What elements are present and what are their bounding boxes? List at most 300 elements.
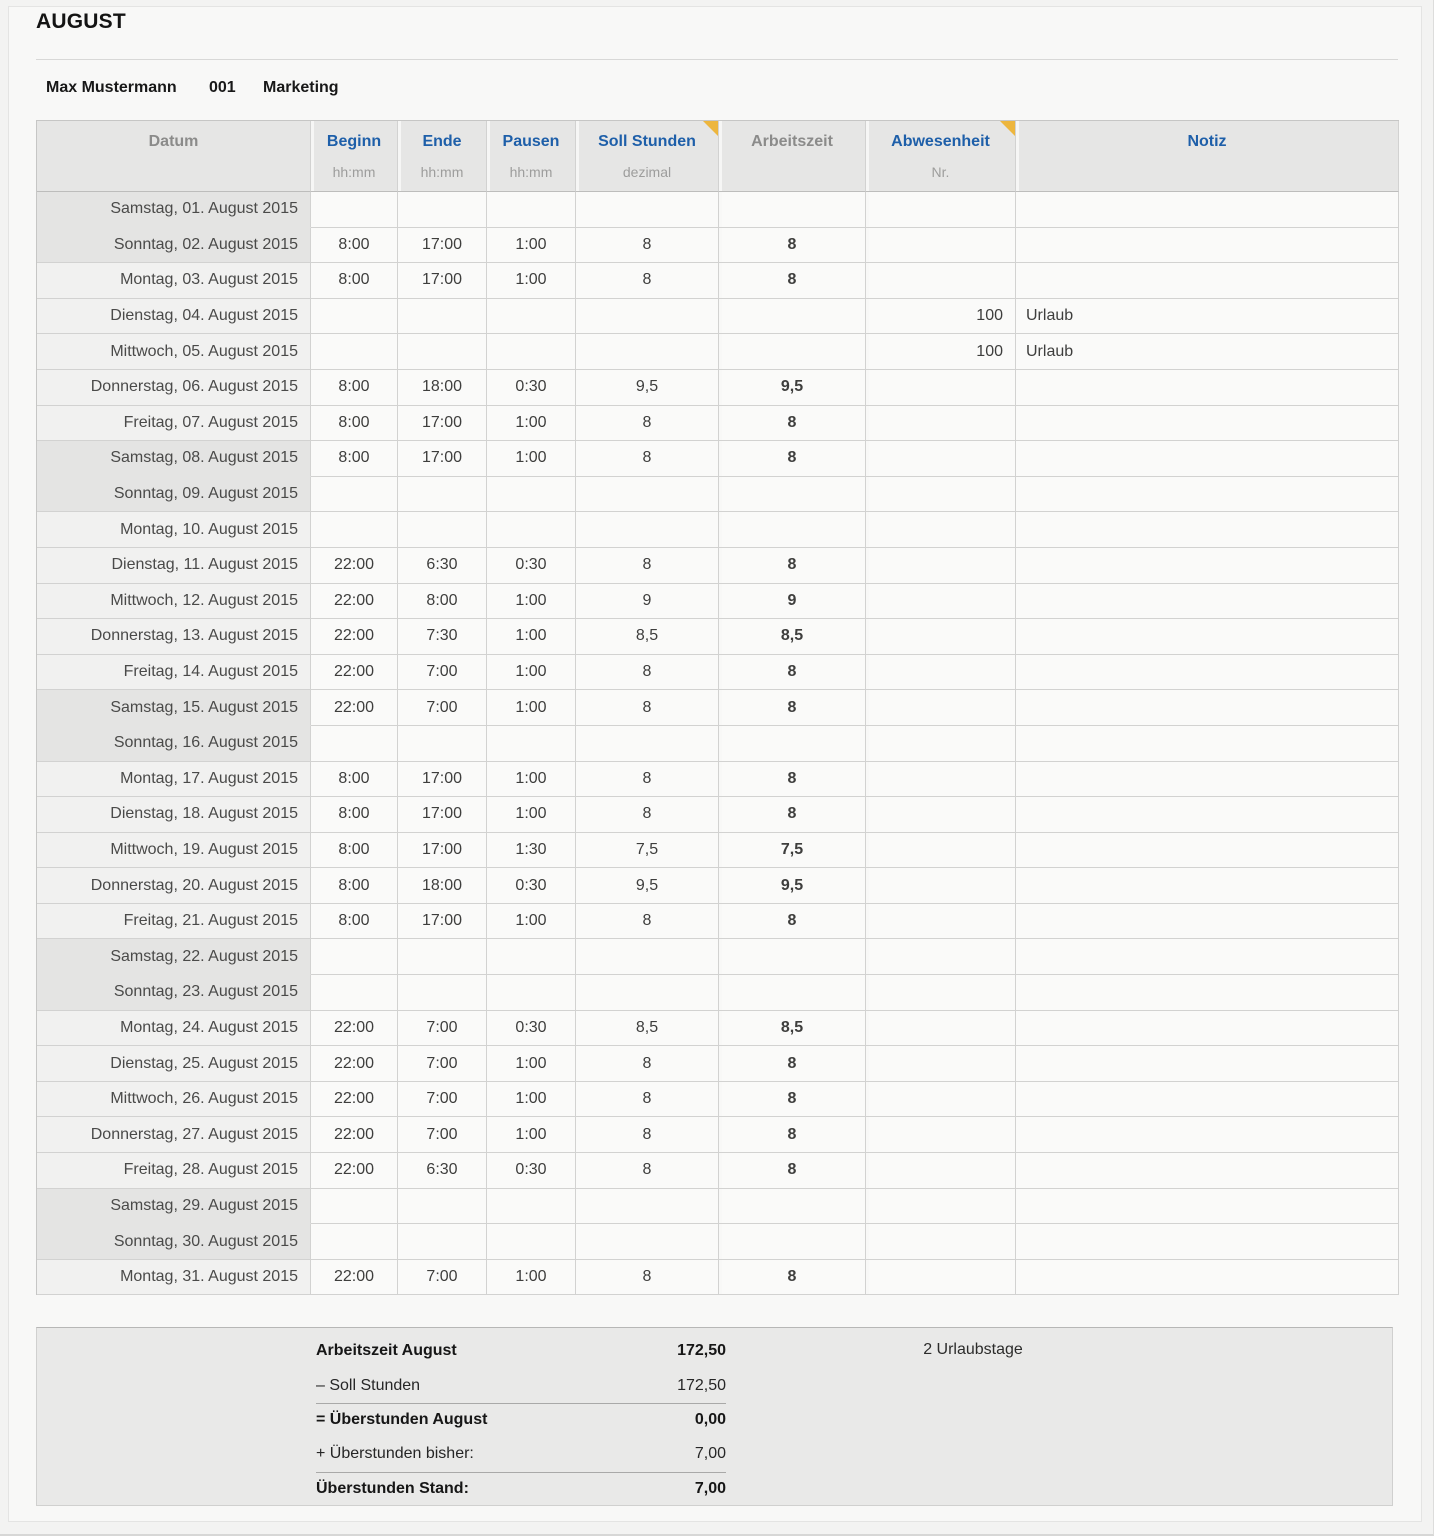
day-row [37,1260,1399,1296]
summary-label: Überstunden Stand: [316,1480,469,1498]
soll-stunden-cell: 8,5 [576,619,719,655]
beginn-cell[interactable]: 22:00 [311,1117,398,1153]
datum-cell: Sonntag, 02. August 2015 [37,228,311,264]
arbeitszeit-cell: 8 [719,1260,866,1296]
column-unit-soll-stunden: dezimal [576,162,719,192]
beginn-cell[interactable]: 22:00 [311,584,398,620]
arbeitszeit-cell: 9,5 [719,868,866,904]
notiz-cell[interactable] [1016,192,1399,228]
abwesenheit-cell[interactable] [866,726,1016,762]
datum-cell: Donnerstag, 13. August 2015 [37,619,311,655]
datum-cell: Samstag, 01. August 2015 [37,192,311,228]
summary-value: 0,00 [694,1411,726,1429]
datum-cell: Sonntag, 23. August 2015 [37,975,311,1011]
column-label: Datum [148,132,199,150]
arbeitszeit-cell: 9 [719,584,866,620]
day-row [37,406,1399,442]
beginn-cell[interactable]: 8:00 [311,228,398,264]
day-row [37,299,1399,335]
datum-cell: Freitag, 21. August 2015 [37,904,311,940]
pausen-cell[interactable]: 0:30 [487,1153,576,1189]
abwesenheit-cell[interactable] [866,690,1016,726]
abwesenheit-cell[interactable] [866,1153,1016,1189]
summary-label: Arbeitszeit August [316,1342,457,1360]
beginn-cell[interactable]: 8:00 [311,263,398,299]
soll-stunden-cell: 8 [576,655,719,691]
day-row [37,263,1399,299]
arbeitszeit-cell [719,1224,866,1260]
abwesenheit-cell[interactable] [866,975,1016,1011]
column-unit-ende: hh:mm [398,162,487,192]
soll-stunden-cell: 8 [576,1117,719,1153]
day-row [37,1117,1399,1153]
arbeitszeit-cell: 8 [719,690,866,726]
datum-cell: Montag, 24. August 2015 [37,1011,311,1047]
column-unit-beginn: hh:mm [311,162,398,192]
arbeitszeit-cell: 8 [719,263,866,299]
soll-stunden-cell [576,939,719,975]
soll-stunden-cell: 8 [576,1082,719,1118]
notiz-cell[interactable] [1016,1260,1399,1296]
beginn-cell[interactable] [311,477,398,513]
ende-cell[interactable]: 17:00 [398,441,487,477]
datum-cell: Mittwoch, 19. August 2015 [37,833,311,869]
notiz-cell[interactable] [1016,370,1399,406]
column-header-ende [398,121,487,162]
arbeitszeit-cell: 8,5 [719,1011,866,1047]
beginn-cell[interactable] [311,334,398,370]
day-row [37,797,1399,833]
datum-cell: Sonntag, 16. August 2015 [37,726,311,762]
soll-stunden-cell: 8 [576,406,719,442]
datum-cell: Donnerstag, 20. August 2015 [37,868,311,904]
ende-cell[interactable] [398,1224,487,1260]
soll-stunden-cell [576,975,719,1011]
notiz-cell[interactable] [1016,797,1399,833]
ende-cell[interactable] [398,1189,487,1225]
datum-cell: Mittwoch, 05. August 2015 [37,334,311,370]
arbeitszeit-cell [719,334,866,370]
beginn-cell[interactable]: 8:00 [311,762,398,798]
ende-cell[interactable]: 17:00 [398,904,487,940]
arbeitszeit-cell: 8 [719,1082,866,1118]
abwesenheit-cell[interactable] [866,1046,1016,1082]
ende-cell[interactable]: 7:00 [398,1260,487,1296]
abwesenheit-cell[interactable] [866,619,1016,655]
datum-cell: Samstag, 29. August 2015 [37,1189,311,1225]
notiz-cell[interactable] [1016,263,1399,299]
soll-stunden-cell: 8 [576,797,719,833]
summary-row-ueberstunden-bisher [316,1437,726,1471]
arbeitszeit-cell: 8,5 [719,619,866,655]
abwesenheit-cell[interactable] [866,1224,1016,1260]
notiz-cell[interactable] [1016,1046,1399,1082]
pausen-cell[interactable]: 1:00 [487,406,576,442]
beginn-cell[interactable]: 22:00 [311,690,398,726]
day-row [37,192,1399,228]
abwesenheit-cell[interactable] [866,797,1016,833]
soll-stunden-cell: 8 [576,548,719,584]
soll-stunden-cell: 8 [576,228,719,264]
column-unit-datum [37,162,311,192]
pausen-cell[interactable] [487,1189,576,1225]
summary-label: – Soll Stunden [316,1376,421,1394]
abwesenheit-cell[interactable] [866,868,1016,904]
abwesenheit-cell[interactable]: 100 [866,334,1016,370]
pausen-cell[interactable]: 1:30 [487,833,576,869]
soll-stunden-cell [576,726,719,762]
pausen-cell[interactable]: 1:00 [487,619,576,655]
beginn-cell[interactable]: 8:00 [311,797,398,833]
column-label: Arbeitszeit [751,132,833,150]
pausen-cell[interactable]: 0:30 [487,868,576,904]
day-row [37,1011,1399,1047]
column-header-notiz [1016,121,1399,162]
column-label: Abwesenheit [891,132,990,150]
column-label: Pausen [502,132,560,150]
summary-label: = Überstunden August [316,1411,488,1429]
ende-cell[interactable]: 17:00 [398,797,487,833]
notiz-cell[interactable] [1016,655,1399,691]
pausen-cell[interactable]: 0:30 [487,548,576,584]
pausen-cell[interactable]: 1:00 [487,1082,576,1118]
beginn-cell[interactable]: 8:00 [311,833,398,869]
ende-cell[interactable] [398,726,487,762]
pausen-cell[interactable]: 1:00 [487,263,576,299]
arbeitszeit-cell: 9,5 [719,370,866,406]
employee-row [0,79,1433,101]
timesheet-table-wrap [36,120,1399,1295]
abwesenheit-cell[interactable] [866,904,1016,940]
pausen-cell[interactable] [487,512,576,548]
ende-cell[interactable]: 18:00 [398,868,487,904]
soll-stunden-cell: 9 [576,584,719,620]
datum-cell: Freitag, 07. August 2015 [37,406,311,442]
ende-cell[interactable] [398,975,487,1011]
abwesenheit-cell[interactable] [866,228,1016,264]
soll-stunden-cell: 8 [576,441,719,477]
abwesenheit-cell[interactable] [866,584,1016,620]
arbeitszeit-cell: 8 [719,441,866,477]
timesheet-table [36,120,1399,1295]
pausen-cell[interactable] [487,334,576,370]
datum-cell: Donnerstag, 27. August 2015 [37,1117,311,1153]
pausen-cell[interactable] [487,726,576,762]
pausen-cell[interactable] [487,299,576,335]
arbeitszeit-cell: 8 [719,904,866,940]
ende-cell[interactable]: 7:00 [398,1046,487,1082]
abwesenheit-cell[interactable] [866,370,1016,406]
monthly-summary [36,1327,1393,1506]
beginn-cell[interactable] [311,1224,398,1260]
pausen-cell[interactable] [487,1224,576,1260]
day-row [37,1224,1399,1260]
notiz-cell[interactable] [1016,904,1399,940]
abwesenheit-cell[interactable] [866,939,1016,975]
abwesenheit-cell[interactable] [866,1082,1016,1118]
beginn-cell[interactable]: 8:00 [311,441,398,477]
beginn-cell[interactable]: 22:00 [311,1046,398,1082]
summary-value: 7,00 [694,1480,726,1498]
column-unit-notiz [1016,162,1399,192]
datum-cell: Montag, 10. August 2015 [37,512,311,548]
arbeitszeit-cell [719,477,866,513]
arbeitszeit-cell [719,726,866,762]
pausen-cell[interactable]: 1:00 [487,1260,576,1296]
pausen-cell[interactable]: 1:00 [487,441,576,477]
soll-stunden-cell: 8 [576,1153,719,1189]
pausen-cell[interactable]: 0:30 [487,1011,576,1047]
beginn-cell[interactable]: 22:00 [311,1260,398,1296]
notiz-cell[interactable]: Urlaub [1016,299,1399,335]
ende-cell[interactable]: 17:00 [398,263,487,299]
pausen-cell[interactable]: 1:00 [487,1046,576,1082]
summary-row-arbeitszeit [316,1334,726,1368]
employee-department: Marketing [263,79,339,96]
arbeitszeit-cell [719,192,866,228]
soll-stunden-cell [576,1224,719,1260]
ende-cell[interactable]: 6:30 [398,1153,487,1189]
datum-cell: Freitag, 14. August 2015 [37,655,311,691]
ende-cell[interactable]: 7:00 [398,690,487,726]
notiz-cell[interactable] [1016,477,1399,513]
soll-stunden-cell: 9,5 [576,868,719,904]
day-row [37,833,1399,869]
column-unit-abwesenheit: Nr. [866,162,1016,192]
day-row [37,370,1399,406]
ende-cell[interactable]: 7:00 [398,655,487,691]
datum-cell: Dienstag, 11. August 2015 [37,548,311,584]
soll-stunden-cell [576,477,719,513]
abwesenheit-cell[interactable] [866,441,1016,477]
beginn-cell[interactable] [311,512,398,548]
comment-marker-icon [1000,121,1015,136]
notiz-cell[interactable] [1016,1224,1399,1260]
ende-cell[interactable]: 7:30 [398,619,487,655]
notiz-cell[interactable] [1016,512,1399,548]
beginn-cell[interactable] [311,939,398,975]
column-header-soll-stunden [576,121,719,162]
notiz-cell[interactable] [1016,939,1399,975]
column-header-datum [37,121,311,162]
day-row [37,1153,1399,1189]
ende-cell[interactable]: 8:00 [398,584,487,620]
day-row [37,762,1399,798]
abwesenheit-cell[interactable]: 100 [866,299,1016,335]
abwesenheit-cell[interactable] [866,406,1016,442]
ende-cell[interactable] [398,939,487,975]
vacation-days-note: 2 Urlaubstage [923,1341,1023,1358]
ende-cell[interactable] [398,477,487,513]
beginn-cell[interactable]: 8:00 [311,406,398,442]
abwesenheit-cell[interactable] [866,512,1016,548]
pausen-cell[interactable]: 1:00 [487,904,576,940]
notiz-cell[interactable] [1016,548,1399,584]
notiz-cell[interactable] [1016,690,1399,726]
arbeitszeit-cell: 8 [719,228,866,264]
abwesenheit-cell[interactable] [866,1117,1016,1153]
ende-cell[interactable] [398,334,487,370]
day-row [37,655,1399,691]
column-label: Soll Stunden [598,132,696,150]
pausen-cell[interactable] [487,939,576,975]
pausen-cell[interactable] [487,975,576,1011]
ende-cell[interactable]: 17:00 [398,406,487,442]
beginn-cell[interactable]: 22:00 [311,619,398,655]
soll-stunden-cell [576,334,719,370]
abwesenheit-cell[interactable] [866,655,1016,691]
soll-stunden-cell: 7,5 [576,833,719,869]
datum-cell: Sonntag, 09. August 2015 [37,477,311,513]
abwesenheit-cell[interactable] [866,477,1016,513]
notiz-cell[interactable] [1016,726,1399,762]
pausen-cell[interactable]: 0:30 [487,370,576,406]
page-title: AUGUST [36,10,126,33]
employee-id: 001 [209,79,236,96]
soll-stunden-cell [576,512,719,548]
notiz-cell[interactable] [1016,868,1399,904]
beginn-cell[interactable] [311,192,398,228]
soll-stunden-cell [576,299,719,335]
datum-cell: Montag, 31. August 2015 [37,1260,311,1296]
summary-value: 172,50 [677,1376,726,1394]
ende-cell[interactable]: 6:30 [398,548,487,584]
day-row [37,228,1399,264]
arbeitszeit-cell [719,1189,866,1225]
arbeitszeit-cell [719,512,866,548]
summary-row-ueberstunden-stand [316,1472,726,1506]
day-row [37,975,1399,1011]
pausen-cell[interactable] [487,477,576,513]
notiz-cell[interactable] [1016,833,1399,869]
notiz-cell[interactable] [1016,1011,1399,1047]
abwesenheit-cell[interactable] [866,192,1016,228]
ende-cell[interactable]: 17:00 [398,833,487,869]
notiz-cell[interactable] [1016,1082,1399,1118]
beginn-cell[interactable]: 22:00 [311,548,398,584]
employee-name: Max Mustermann [46,79,177,96]
arbeitszeit-cell: 8 [719,1117,866,1153]
day-row [37,904,1399,940]
arbeitszeit-cell: 8 [719,797,866,833]
soll-stunden-cell: 8 [576,690,719,726]
beginn-cell[interactable] [311,726,398,762]
ende-cell[interactable] [398,512,487,548]
comment-marker-icon [703,121,718,136]
column-unit-arbeitszeit [719,162,866,192]
soll-stunden-cell [576,1189,719,1225]
ende-cell[interactable]: 7:00 [398,1117,487,1153]
notiz-cell[interactable] [1016,584,1399,620]
pausen-cell[interactable]: 1:00 [487,655,576,691]
ende-cell[interactable]: 17:00 [398,762,487,798]
notiz-cell[interactable] [1016,1189,1399,1225]
ende-cell[interactable]: 7:00 [398,1011,487,1047]
datum-cell: Mittwoch, 26. August 2015 [37,1082,311,1118]
arbeitszeit-cell [719,939,866,975]
datum-cell: Samstag, 08. August 2015 [37,441,311,477]
datum-cell: Dienstag, 04. August 2015 [37,299,311,335]
notiz-cell[interactable] [1016,441,1399,477]
timesheet-body [37,192,1399,1295]
day-row [37,690,1399,726]
column-unit-pausen: hh:mm [487,162,576,192]
abwesenheit-cell[interactable] [866,1011,1016,1047]
beginn-cell[interactable]: 22:00 [311,1011,398,1047]
day-row [37,1189,1399,1225]
beginn-cell[interactable]: 22:00 [311,655,398,691]
column-header-beginn [311,121,398,162]
pausen-cell[interactable]: 1:00 [487,762,576,798]
summary-value: 7,00 [694,1445,726,1463]
pausen-cell[interactable]: 1:00 [487,797,576,833]
day-row [37,477,1399,513]
column-header-arbeitszeit [719,121,866,162]
ende-cell[interactable]: 7:00 [398,1082,487,1118]
pausen-cell[interactable]: 1:00 [487,584,576,620]
day-row [37,726,1399,762]
notiz-cell[interactable] [1016,228,1399,264]
datum-cell: Sonntag, 30. August 2015 [37,1224,311,1260]
beginn-cell[interactable]: 8:00 [311,868,398,904]
pausen-cell[interactable]: 1:00 [487,1117,576,1153]
beginn-cell[interactable]: 8:00 [311,904,398,940]
ende-cell[interactable] [398,192,487,228]
soll-stunden-cell [576,192,719,228]
day-row [37,334,1399,370]
soll-stunden-cell: 8 [576,263,719,299]
column-header-abwesenheit [866,121,1016,162]
beginn-cell[interactable]: 22:00 [311,1082,398,1118]
pausen-cell[interactable]: 1:00 [487,228,576,264]
abwesenheit-cell[interactable] [866,1260,1016,1296]
abwesenheit-cell[interactable] [866,762,1016,798]
day-row [37,868,1399,904]
abwesenheit-cell[interactable] [866,833,1016,869]
notiz-cell[interactable] [1016,975,1399,1011]
soll-stunden-cell: 8 [576,904,719,940]
pausen-cell[interactable]: 1:00 [487,690,576,726]
arbeitszeit-cell [719,299,866,335]
abwesenheit-cell[interactable] [866,548,1016,584]
beginn-cell[interactable]: 8:00 [311,370,398,406]
beginn-cell[interactable] [311,975,398,1011]
datum-cell: Samstag, 22. August 2015 [37,939,311,975]
datum-cell: Montag, 17. August 2015 [37,762,311,798]
arbeitszeit-cell: 8 [719,548,866,584]
beginn-cell[interactable]: 22:00 [311,1153,398,1189]
beginn-cell[interactable] [311,299,398,335]
notiz-cell[interactable] [1016,406,1399,442]
ende-cell[interactable]: 17:00 [398,228,487,264]
arbeitszeit-cell: 8 [719,406,866,442]
beginn-cell[interactable] [311,1189,398,1225]
ende-cell[interactable]: 18:00 [398,370,487,406]
pausen-cell[interactable] [487,192,576,228]
abwesenheit-cell[interactable] [866,263,1016,299]
summary-value: 172,50 [677,1342,726,1360]
notiz-cell[interactable] [1016,1153,1399,1189]
ende-cell[interactable] [398,299,487,335]
notiz-cell[interactable] [1016,619,1399,655]
arbeitszeit-cell: 8 [719,1153,866,1189]
datum-cell: Dienstag, 25. August 2015 [37,1046,311,1082]
notiz-cell[interactable]: Urlaub [1016,334,1399,370]
notiz-cell[interactable] [1016,1117,1399,1153]
day-row [37,512,1399,548]
abwesenheit-cell[interactable] [866,1189,1016,1225]
notiz-cell[interactable] [1016,762,1399,798]
